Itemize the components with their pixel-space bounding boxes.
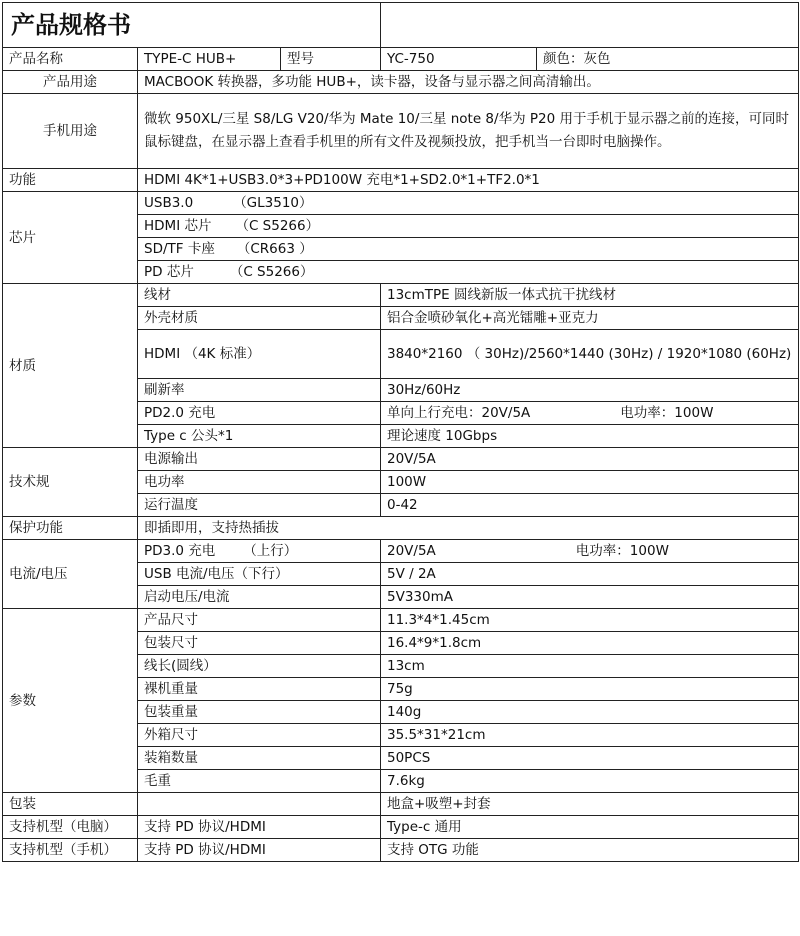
material-value: 30Hz/60Hz — [381, 379, 799, 402]
material-value: 13cmTPE 圆线新版一体式抗干扰线材 — [381, 284, 799, 307]
function-value: HDMI 4K*1+USB3.0*3+PD100W 充电*1+SD2.0*1+TF2.0*1 — [138, 169, 799, 192]
tech-name: 运行温度 — [138, 494, 381, 517]
chip-row — [138, 238, 799, 261]
power-value: 5V / 2A — [381, 563, 799, 586]
param-name: 线长(圆线） — [138, 655, 381, 678]
material-name: 刷新率 — [138, 379, 381, 402]
color-value: 颜色：灰色 — [537, 48, 799, 71]
power-spec: 20V/5A — [387, 543, 436, 559]
param-value: 7.6kg — [381, 770, 799, 793]
support-phone-value: 支持 OTG 功能 — [381, 839, 799, 862]
power-name: 启动电压/电流 — [138, 586, 381, 609]
tech-value: 0-42 — [381, 494, 799, 517]
material-value: 3840*2160 （ 30Hz)/2560*1440 (30Hz) / 1920*1080 (60Hz) — [381, 330, 799, 379]
chip-model: （CR663 ） — [236, 241, 313, 257]
power-name-text: PD3.0 充电 — [144, 543, 216, 559]
packaging-blank-cell — [138, 793, 381, 816]
chip-name: SD/TF 卡座 — [144, 241, 215, 257]
power-rating: 电功率：100W — [620, 405, 714, 421]
power-label: 电流/电压 — [3, 540, 138, 609]
chip-model: （C S5266） — [235, 218, 320, 234]
power-value — [381, 540, 799, 563]
page-title: 产品规格书 — [3, 3, 381, 48]
param-name: 裸机重量 — [138, 678, 381, 701]
material-name: 外壳材质 — [138, 307, 381, 330]
param-name: 外箱尺寸 — [138, 724, 381, 747]
chip-model: （GL3510） — [233, 195, 313, 211]
phone-usage-label: 手机用途 — [3, 94, 138, 169]
power-value: 5V330mA — [381, 586, 799, 609]
phone-usage-value: 微软 950XL/三星 S8/LG V20/华为 Mate 10/三星 note 8/华为 P20 用于手机于显示器之前的连接，可同时鼠标键盘，在显示器上查看手机里的所有文件及视频投放，把手机当一台即时电脑操作。 — [138, 94, 799, 169]
chip-label: 芯片 — [3, 192, 138, 284]
charge-spec: 单向上行充电：20V/5A — [387, 405, 531, 421]
chip-row — [138, 215, 799, 238]
tech-label: 技术规 — [3, 448, 138, 517]
tech-name: 电功率 — [138, 471, 381, 494]
material-name: Type c 公头*1 — [138, 425, 381, 448]
product-name-value: TYPE-C HUB+ — [138, 48, 281, 71]
param-value: 11.3*4*1.45cm — [381, 609, 799, 632]
param-value: 50PCS — [381, 747, 799, 770]
material-value: 铝合金喷砂氧化+高光镭雕+亚克力 — [381, 307, 799, 330]
param-value: 140g — [381, 701, 799, 724]
product-name-label: 产品名称 — [3, 48, 138, 71]
param-name: 产品尺寸 — [138, 609, 381, 632]
usage-label: 产品用途 — [3, 71, 138, 94]
power-name — [138, 540, 381, 563]
tech-name: 电源输出 — [138, 448, 381, 471]
usage-value: MACBOOK 转换器，多功能 HUB+，读卡器，设备与显示器之间高清输出。 — [138, 71, 799, 94]
chip-model: （C S5266） — [229, 264, 314, 280]
chip-name: USB3.0 — [144, 195, 194, 211]
param-name: 毛重 — [138, 770, 381, 793]
material-name: 线材 — [138, 284, 381, 307]
chip-name: HDMI 芯片 — [144, 218, 212, 234]
material-name: PD2.0 充电 — [138, 402, 381, 425]
chip-row — [138, 192, 799, 215]
param-value: 35.5*31*21cm — [381, 724, 799, 747]
material-value: 理论速度 10Gbps — [381, 425, 799, 448]
packaging-label: 包装 — [3, 793, 138, 816]
model-value: YC-750 — [381, 48, 537, 71]
param-name: 装箱数量 — [138, 747, 381, 770]
param-name: 包装重量 — [138, 701, 381, 724]
chip-row — [138, 261, 799, 284]
title-blank-cell — [381, 3, 799, 48]
material-value — [381, 402, 799, 425]
material-label: 材质 — [3, 284, 138, 448]
power-name-note: （上行） — [243, 543, 298, 559]
support-phone-label: 支持机型（手机） — [3, 839, 138, 862]
support-pc-protocol: 支持 PD 协议/HDMI — [138, 816, 381, 839]
params-label: 参数 — [3, 609, 138, 793]
tech-value: 20V/5A — [381, 448, 799, 471]
chip-name: PD 芯片 — [144, 264, 194, 280]
param-value: 16.4*9*1.8cm — [381, 632, 799, 655]
material-name: HDMI （4K 标准） — [138, 330, 381, 379]
power-rating: 电功率：100W — [575, 543, 669, 559]
support-phone-protocol: 支持 PD 协议/HDMI — [138, 839, 381, 862]
param-name: 包装尺寸 — [138, 632, 381, 655]
param-value: 13cm — [381, 655, 799, 678]
power-name: USB 电流/电压（下行） — [138, 563, 381, 586]
packaging-value: 地盒+吸塑+封套 — [381, 793, 799, 816]
model-label: 型号 — [281, 48, 381, 71]
param-value: 75g — [381, 678, 799, 701]
support-pc-label: 支持机型（电脑） — [3, 816, 138, 839]
tech-value: 100W — [381, 471, 799, 494]
spec-sheet-table — [2, 2, 799, 862]
protection-label: 保护功能 — [3, 517, 138, 540]
protection-value: 即插即用，支持热插拔 — [138, 517, 799, 540]
support-pc-value: Type-c 通用 — [381, 816, 799, 839]
function-label: 功能 — [3, 169, 138, 192]
